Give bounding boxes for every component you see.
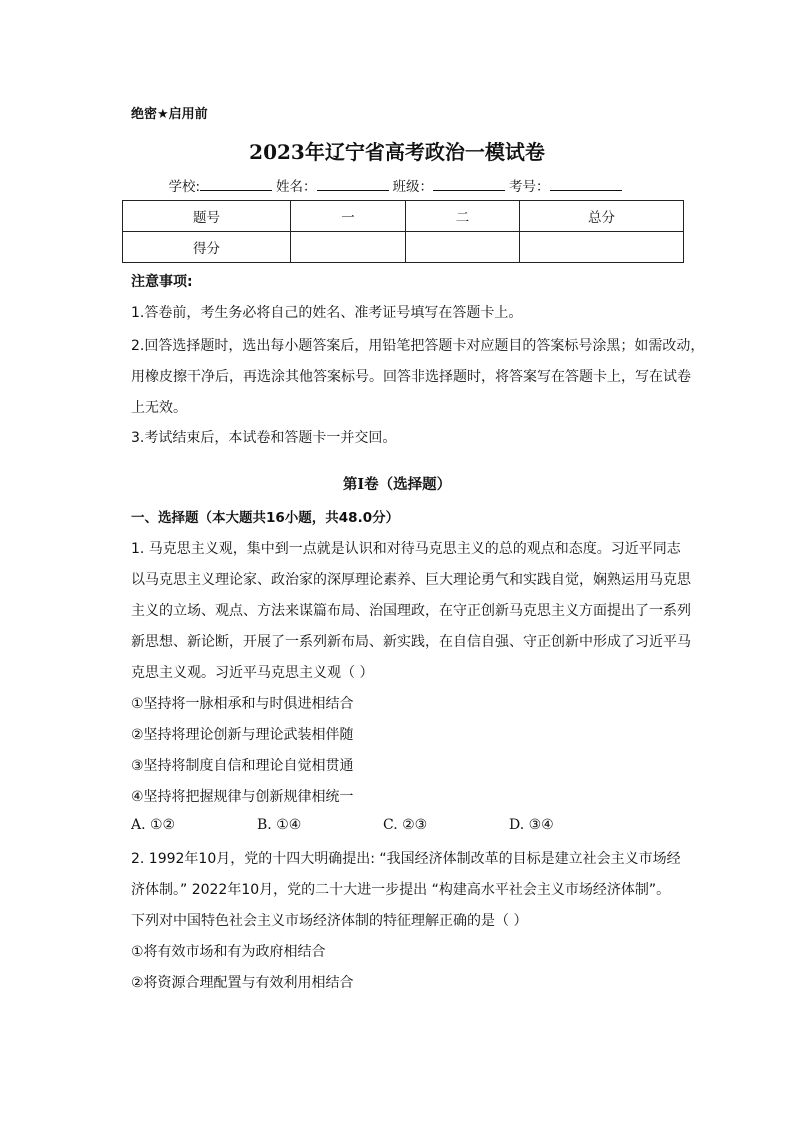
question-1-statement: ②坚持将理论创新与理论武装相伴随 (131, 727, 354, 743)
student-info-line (0, 175, 794, 195)
table-cell: 得分 (123, 232, 291, 263)
question-1-options (131, 817, 631, 833)
school-blank[interactable] (200, 178, 272, 191)
section-title: 第I卷（选择题） (342, 476, 452, 493)
part-heading: 一、选择题（本大题共16小题，共48.0分） (131, 510, 400, 526)
school-label: 学校: (168, 179, 201, 195)
exam-number-blank[interactable] (550, 178, 622, 191)
question-1-line: 克思主义观。习近平马克思主义观（ ） (131, 665, 374, 681)
notice-line: 1.答卷前，考生务必将自己的姓名、准考证号填写在答题卡上。 (131, 305, 523, 321)
question-1-statement: ④坚持将把握规律与创新规律相统一 (131, 789, 354, 805)
option-d[interactable]: D. ③④ (509, 817, 554, 833)
question-2-line: 济体制。” 2022年10月，党的二十大进一步提出 “构建高水平社会主义市场经济体制”。 (131, 882, 671, 898)
name-blank[interactable] (317, 178, 389, 191)
question-2-line: 2. 1992年10月，党的十四大明确提出: “我国经济体制改革的目标是建立社会主义市场经 (131, 851, 681, 867)
notice-line: 上无效。 (131, 400, 187, 416)
question-2-statement: ②将资源合理配置与有效利用相结合 (131, 975, 354, 991)
exam-number-label: 考号： (509, 179, 550, 195)
option-a[interactable]: A. ①② (131, 817, 176, 833)
score-cell[interactable] (406, 232, 520, 263)
table-cell: 题号 (123, 201, 291, 232)
question-1-statement: ①坚持将一脉相承和与时俱进相结合 (131, 696, 354, 712)
class-label: 班级： (392, 179, 434, 195)
question-1-line: 以马克思主义理论家、政治家的深厚理论素养、巨大理论勇气和实践自觉，娴熟运用马克思 (131, 572, 691, 588)
question-2-line: 下列对中国特色社会主义市场经济体制的特征理解正确的是（ ） (131, 913, 528, 929)
question-1-statement: ③坚持将制度自信和理论自觉相贯通 (131, 758, 354, 774)
option-b[interactable]: B. ①④ (257, 817, 302, 833)
score-table (122, 200, 684, 263)
table-cell: 二 (406, 201, 520, 232)
class-blank[interactable] (433, 178, 505, 191)
score-cell[interactable] (291, 232, 406, 263)
exam-title: 2023年辽宁省高考政治一模试卷 (249, 140, 545, 164)
notice-line: 2.回答选择题时，选出每小题答案后，用铅笔把答题卡对应题目的答案标号涂黑；如需改动， (131, 338, 705, 354)
score-cell[interactable] (520, 232, 684, 263)
score-table-header-row (123, 201, 684, 232)
question-2-statement: ①将有效市场和有为政府相结合 (131, 944, 326, 960)
option-c[interactable]: C. ②③ (383, 817, 428, 833)
confidential-mark: 绝密★启用前 (131, 107, 208, 122)
notice-heading: 注意事项: (131, 274, 193, 290)
notice-line: 3.考试结束后，本试卷和答题卡一并交回。 (131, 430, 397, 446)
notice-line: 用橡皮擦干净后，再选涂其他答案标号。回答非选择题时，将答案写在答题卡上，写在试卷 (131, 369, 691, 385)
table-cell: 一 (291, 201, 406, 232)
score-table-score-row (123, 232, 684, 263)
name-label: 姓名： (276, 179, 317, 195)
table-cell: 总分 (520, 201, 684, 232)
question-1-line: 新思想、新论断，开展了一系列新布局、新实践，在自信自强、守正创新中形成了习近平马 (131, 634, 691, 650)
question-1-line: 1. 马克思主义观，集中到一点就是认识和对待马克思主义的总的观点和态度。习近平同志 (131, 541, 681, 557)
question-1-line: 主义的立场、观点、方法来谋篇布局、治国理政，在守正创新马克思主义方面提出了一系列 (131, 603, 691, 619)
